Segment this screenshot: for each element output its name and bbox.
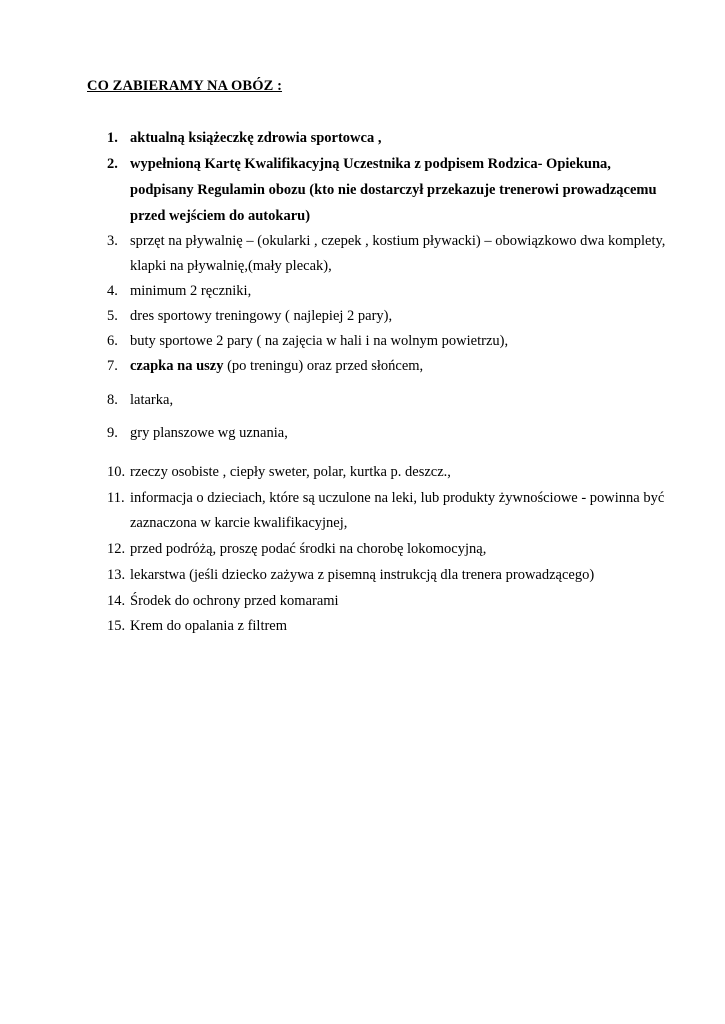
- item-text-bold: czapka na uszy: [130, 358, 224, 374]
- item-number: 9.: [107, 425, 118, 441]
- item-number: 2.: [107, 156, 118, 172]
- item-text: aktualną książeczkę zdrowia sportowca ,: [130, 130, 382, 146]
- item-number: 12.: [107, 541, 126, 557]
- item-number: 13.: [107, 567, 126, 583]
- item-text: klapki na pływalnię,(mały plecak),: [130, 258, 332, 274]
- item-text: [130, 358, 423, 375]
- item-number: 11.: [107, 490, 125, 506]
- item-number: 1.: [107, 130, 118, 146]
- item-text: latarka,: [130, 392, 174, 408]
- item-text: lekarstwa (jeśli dziecko zażywa z pisemną instrukcją dla trenera prowadzącego): [130, 567, 595, 583]
- item-text: minimum 2 ręczniki,: [130, 283, 252, 299]
- item-number: 15.: [107, 618, 126, 634]
- item-number: 8.: [107, 392, 118, 408]
- item-number: 4.: [107, 283, 118, 299]
- item-text: podpisany Regulamin obozu (kto nie dostarczył przekazuje trenerowi prowadzącemu: [130, 182, 657, 198]
- item-number: 3.: [107, 233, 118, 249]
- item-text: wypełnioną Kartę Kwalifikacyjną Uczestnika z podpisem Rodzica- Opiekuna,: [130, 156, 611, 172]
- item-text: gry planszowe wg uznania,: [130, 425, 288, 441]
- item-text: przed wejściem do autokaru): [130, 208, 311, 224]
- item-number: 10.: [107, 464, 126, 480]
- item-text: zaznaczona w karcie kwalifikacyjnej,: [130, 515, 348, 531]
- item-text: sprzęt na pływalnię – (okularki , czepek , kostium pływacki) – obowiązkowo dwa komplety,: [130, 233, 666, 249]
- item-text-rest: (po treningu) oraz przed słońcem,: [223, 358, 424, 374]
- item-number: 6.: [107, 333, 118, 349]
- item-text: Krem do opalania z filtrem: [130, 618, 288, 634]
- item-text: przed podróżą, proszę podać środki na chorobę lokomocyjną,: [130, 541, 487, 557]
- document-title: CO ZABIERAMY NA OBÓZ :: [87, 78, 283, 94]
- item-text: Środek do ochrony przed komarami: [130, 593, 339, 609]
- item-text: informacja o dzieciach, które są uczulone na leki, lub produkty żywnościowe - powinna być: [130, 490, 665, 506]
- item-text: buty sportowe 2 pary ( na zajęcia w hali i na wolnym powietrzu),: [130, 333, 509, 349]
- item-text: rzeczy osobiste , ciepły sweter, polar, kurtka p. deszcz.,: [130, 464, 451, 480]
- item-number: 7.: [107, 358, 118, 374]
- item-number: 14.: [107, 593, 126, 609]
- item-text: dres sportowy treningowy ( najlepiej 2 pary),: [130, 308, 393, 324]
- item-number: 5.: [107, 308, 118, 324]
